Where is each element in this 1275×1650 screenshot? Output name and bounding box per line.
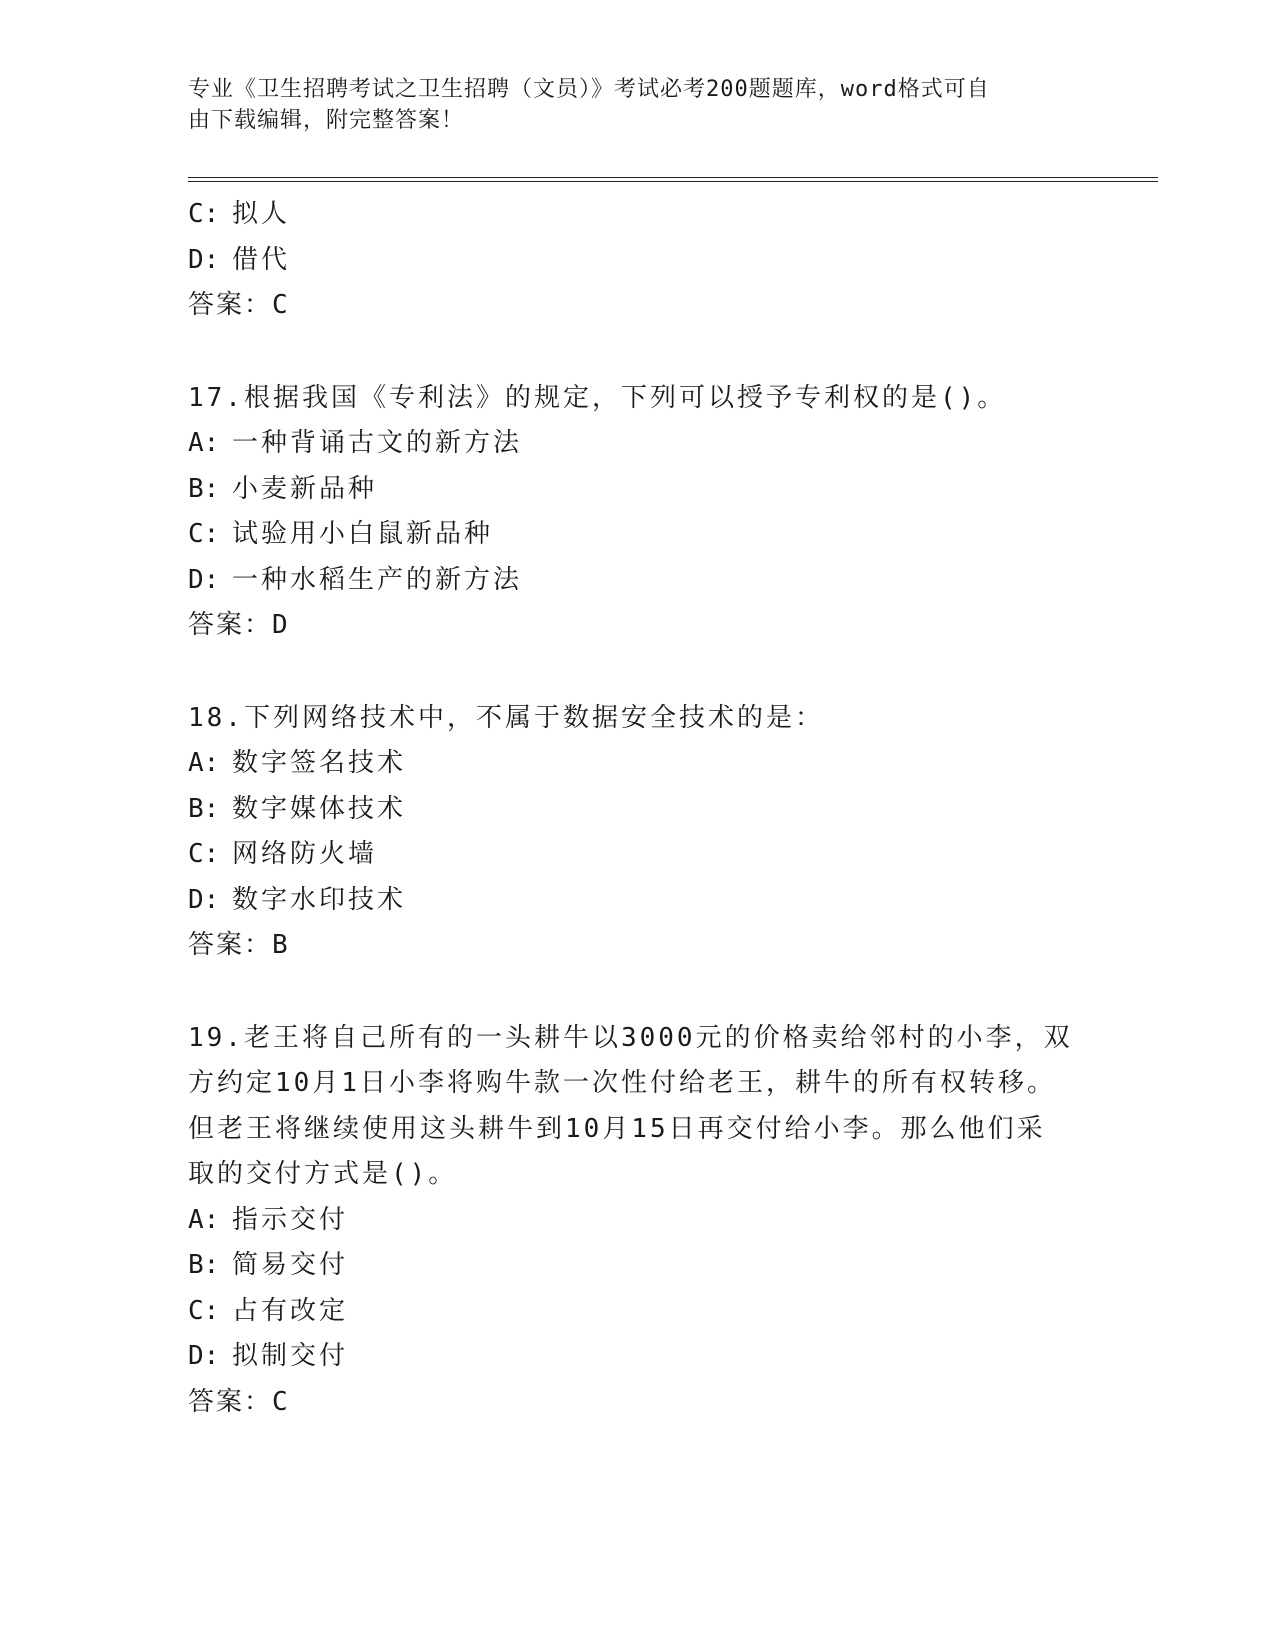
answer-row [188, 1380, 1068, 1426]
option-row [188, 467, 1068, 513]
answer-row [188, 923, 1068, 969]
option-label: C: [188, 199, 220, 229]
answer-row [188, 603, 1068, 649]
spacer [188, 649, 1068, 696]
option-row [188, 1243, 1068, 1289]
question-list [188, 192, 1073, 1425]
option-row [188, 512, 1068, 558]
option-label: C: [188, 519, 220, 549]
answer-label: 答案： [188, 610, 273, 640]
option-text: 占有改定 [232, 1295, 349, 1326]
answer-value: C [272, 1386, 290, 1417]
header-title-line-1: 专业《卫生招聘考试之卫生招聘（文员）》考试必考200题题库，word格式可自 [188, 77, 990, 102]
option-text: 试验用小白鼠新品种 [232, 519, 494, 549]
option-label: D: [188, 1341, 220, 1371]
option-row [188, 192, 1068, 238]
option-label: A: [188, 748, 220, 778]
question-block-19 [188, 1016, 1073, 1426]
question-block-17 [188, 376, 1068, 649]
spacer [188, 329, 1068, 376]
option-row [188, 1289, 1068, 1335]
option-text: 借代 [232, 244, 291, 275]
option-row [188, 741, 1068, 787]
option-text: 数字签名技术 [232, 748, 407, 778]
question-text: 但老王将继续使用这头耕牛到10月15日再交付给小李。那么他们采 [188, 1113, 1046, 1144]
option-text: 简易交付 [232, 1250, 349, 1280]
option-row [188, 558, 1068, 604]
answer-value: C [272, 290, 290, 320]
option-row [188, 878, 1068, 924]
option-label: A: [188, 428, 220, 458]
question-text: 18.下列网络技术中，不属于数据安全技术的是： [188, 702, 824, 733]
document-header [188, 74, 1068, 136]
option-text: 拟人 [232, 199, 291, 229]
answer-value: B [272, 930, 290, 960]
spacer [188, 969, 1068, 1016]
option-text: 一种背诵古文的新方法 [232, 428, 523, 458]
option-label: B: [188, 793, 220, 824]
option-row [188, 787, 1068, 833]
header-divider [188, 177, 1158, 182]
option-text: 一种水稻生产的新方法 [232, 564, 523, 595]
question-text: 17.根据我国《专利法》的规定，下列可以授予专利权的是()。 [188, 382, 1007, 413]
option-text: 拟制交付 [232, 1341, 349, 1371]
option-row [188, 832, 1068, 878]
option-label: D: [188, 244, 220, 275]
option-row [188, 1198, 1068, 1244]
question-text: 取的交付方式是()。 [188, 1159, 458, 1189]
option-text: 指示交付 [232, 1204, 349, 1235]
header-title-line-2: 由下载编辑，附完整答案！ [188, 108, 465, 133]
question-text: 方约定10月1日小李将购牛款一次性付给老王，耕牛的所有权转移。 [188, 1068, 1056, 1098]
answer-row [188, 283, 1068, 329]
option-label: B: [188, 1250, 220, 1280]
answer-value: D [272, 610, 290, 640]
option-label: B: [188, 473, 220, 504]
option-label: D: [188, 564, 220, 595]
option-row [188, 1334, 1068, 1380]
option-row [188, 421, 1068, 467]
option-text: 数字水印技术 [232, 884, 407, 915]
option-text: 数字媒体技术 [232, 793, 407, 824]
answer-label: 答案： [188, 290, 273, 320]
question-text: 19.老王将自己所有的一头耕牛以3000元的价格卖给邻村的小李，双 [188, 1022, 1073, 1053]
answer-label: 答案： [188, 1386, 273, 1417]
option-text: 网络防火墙 [232, 839, 378, 869]
question-block-18 [188, 696, 1068, 969]
option-label: C: [188, 839, 220, 869]
option-label: A: [188, 1204, 220, 1235]
option-row [188, 238, 1068, 284]
option-label: D: [188, 884, 220, 915]
option-label: C: [188, 1295, 220, 1326]
answer-label: 答案： [188, 930, 273, 960]
option-text: 小麦新品种 [232, 473, 378, 504]
question-block-partial [188, 192, 1068, 329]
